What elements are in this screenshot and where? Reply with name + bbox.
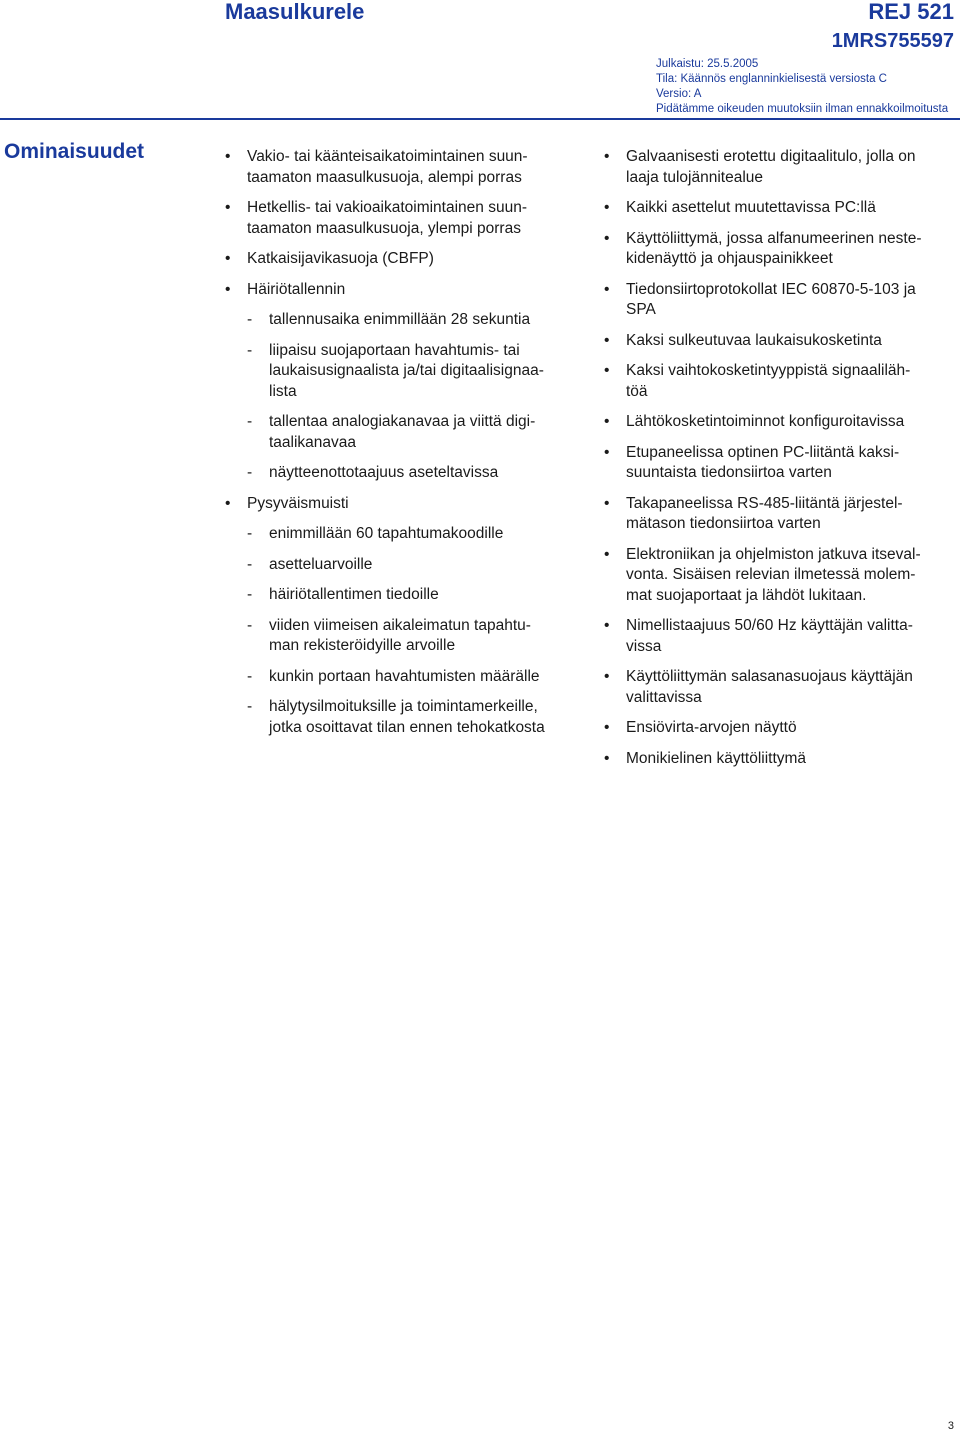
feature-text: kunkin portaan havahtumisten määrälle [269, 667, 540, 685]
feature-text: Hetkellis- tai vakioaikatoimintainen suun- taamaton maasulkusuoja, ylempi porras [247, 199, 527, 237]
feature-item [604, 443, 956, 484]
feature-text: tallentaa analogiakanavaa ja viittä digi- taalikanavaa [269, 413, 536, 451]
feature-text: Vakio- tai käänteisaikatoimintainen suun- taamaton maasulkusuoja, alempi porras [247, 148, 528, 186]
feature-item [225, 280, 580, 301]
feature-item [604, 331, 956, 352]
dash-marker: - [247, 311, 253, 328]
page-number: 3 [947, 1420, 954, 1432]
bullet-marker: • [604, 331, 610, 349]
feature-item [225, 494, 580, 515]
bullet-marker: • [225, 250, 231, 267]
feature-text: Nimellistaajuus 50/60 Hz käyttäjän valitta- vissa [626, 617, 913, 655]
document-number: 1MRS755597 [831, 30, 954, 52]
feature-text: liipaisu suojaportaan havahtumis- tai laukaisusignaalista ja/tai digitaalisignaa- lista [269, 341, 544, 400]
feature-text: Lähtökosketintoiminnot konfiguroitavissa [626, 413, 905, 430]
feature-text: Kaksi sulkeutuvaa laukaisukosketinta [626, 331, 882, 349]
dash-marker: - [247, 586, 253, 603]
feature-text: asetteluarvoille [269, 555, 373, 573]
features-column-right [604, 147, 956, 779]
bullet-marker: • [604, 545, 610, 563]
feature-item [604, 361, 956, 402]
feature-text: näytteenottotaajuus aseteltavissa [269, 464, 499, 481]
dash-marker: - [247, 616, 253, 634]
dash-marker: - [247, 464, 253, 481]
feature-subitem [225, 616, 580, 657]
published-date: Julkaistu: 25.5.2005 [656, 58, 759, 70]
bullet-marker: • [604, 199, 610, 216]
feature-text: Monikielinen käyttöliittymä [626, 749, 807, 767]
feature-subitem [225, 524, 580, 545]
feature-subitem [225, 463, 580, 484]
bullet-marker: • [225, 494, 231, 512]
feature-text: Katkaisijavikasuoja (CBFP) [247, 250, 434, 267]
document-title: Maasulkurele [225, 0, 365, 24]
feature-item [225, 249, 580, 270]
dash-marker: - [247, 413, 253, 430]
feature-subitem [225, 667, 580, 688]
feature-subitem [225, 555, 580, 576]
bullet-marker: • [604, 362, 610, 379]
feature-subitem [225, 310, 580, 331]
dash-marker: - [247, 667, 253, 685]
feature-item [604, 412, 956, 433]
feature-list-left [225, 147, 580, 738]
feature-text: Kaksi vaihtokosketintyyppistä signaaliläh- töä [626, 362, 911, 400]
feature-text: tallennusaika enimmillään 28 sekuntia [269, 311, 531, 328]
product-code: REJ 521 [868, 0, 954, 24]
feature-text: hälytysilmoituksille ja toimintamerkeille, jotka osoittavat tilan ennen tehokatkosta [269, 698, 545, 736]
dash-marker: - [247, 555, 253, 573]
feature-item [604, 229, 956, 270]
dash-marker: - [247, 698, 253, 715]
translation-status: Tila: Käännös englanninkielisestä versiosta C [656, 73, 887, 85]
header-divider [0, 118, 960, 120]
feature-text: Ensiövirta-arvojen näyttö [626, 719, 797, 736]
feature-item [604, 198, 956, 219]
bullet-marker: • [604, 229, 610, 247]
feature-text: enimmillään 60 tapahtumakoodille [269, 525, 504, 542]
feature-subitem [225, 412, 580, 453]
feature-item [225, 147, 580, 188]
feature-text: Etupaneelissa optinen PC-liitäntä kaksi- suuntaista tiedonsiirtoa varten [626, 443, 900, 481]
feature-item [604, 280, 956, 321]
bullet-marker: • [604, 668, 610, 685]
bullet-marker: • [225, 199, 231, 216]
feature-text: Takapaneelissa RS-485-liitäntä järjestel- mätason tiedonsiirtoa varten [626, 494, 903, 532]
bullet-marker: • [225, 280, 231, 298]
dash-marker: - [247, 341, 253, 359]
bullet-marker: • [604, 443, 610, 461]
document-metadata [656, 57, 948, 117]
bullet-marker: • [604, 413, 610, 430]
feature-text: Tiedonsiirtoprotokollat IEC 60870-5-103 ja SPA [626, 280, 916, 318]
feature-subitem [225, 697, 580, 738]
feature-text: häiriötallentimen tiedoille [269, 586, 439, 603]
feature-subitem [225, 341, 580, 403]
section-title: Ominaisuudet [4, 140, 145, 163]
feature-text: Elektroniikan ja ohjelmiston jatkuva itseval- vonta. Sisäisen relevian ilmetessä molem- mat suojaportaat ja lähdöt lukitaan. [626, 545, 921, 604]
feature-text: Galvaanisesti erotettu digitaalitulo, jolla on laaja tulojännitealue [626, 148, 916, 186]
bullet-marker: • [604, 617, 610, 634]
bullet-marker: • [604, 749, 610, 767]
features-column-left [225, 147, 580, 748]
dash-marker: - [247, 525, 253, 542]
feature-item [604, 749, 956, 770]
feature-text: Kaikki asettelut muutettavissa PC:llä [626, 199, 876, 216]
feature-text: Käyttöliittymä, jossa alfanumeerinen neste- kidenäyttö ja ohjauspainikkeet [626, 229, 922, 267]
feature-item [604, 545, 956, 607]
bullet-marker: • [604, 494, 610, 512]
feature-subitem [225, 585, 580, 606]
feature-text: Pysyväismuisti [247, 494, 349, 512]
feature-item [604, 667, 956, 708]
bullet-marker: • [604, 719, 610, 736]
feature-text: viiden viimeisen aikaleimatun tapahtu- man rekisteröidyille arvoille [269, 616, 531, 654]
feature-list-right [604, 147, 956, 769]
feature-item [225, 198, 580, 239]
feature-item [604, 616, 956, 657]
version-label: Versio: A [656, 88, 702, 100]
feature-item [604, 147, 956, 188]
bullet-marker: • [225, 148, 231, 165]
feature-text: Häiriötallennin [247, 280, 346, 298]
feature-item [604, 494, 956, 535]
feature-text: Käyttöliittymän salasanasuojaus käyttäjän valittavissa [626, 668, 913, 706]
rights-notice: Pidätämme oikeuden muutoksiin ilman ennakkoilmoitusta [656, 103, 949, 115]
feature-item [604, 718, 956, 739]
bullet-marker: • [604, 280, 610, 298]
bullet-marker: • [604, 148, 610, 165]
